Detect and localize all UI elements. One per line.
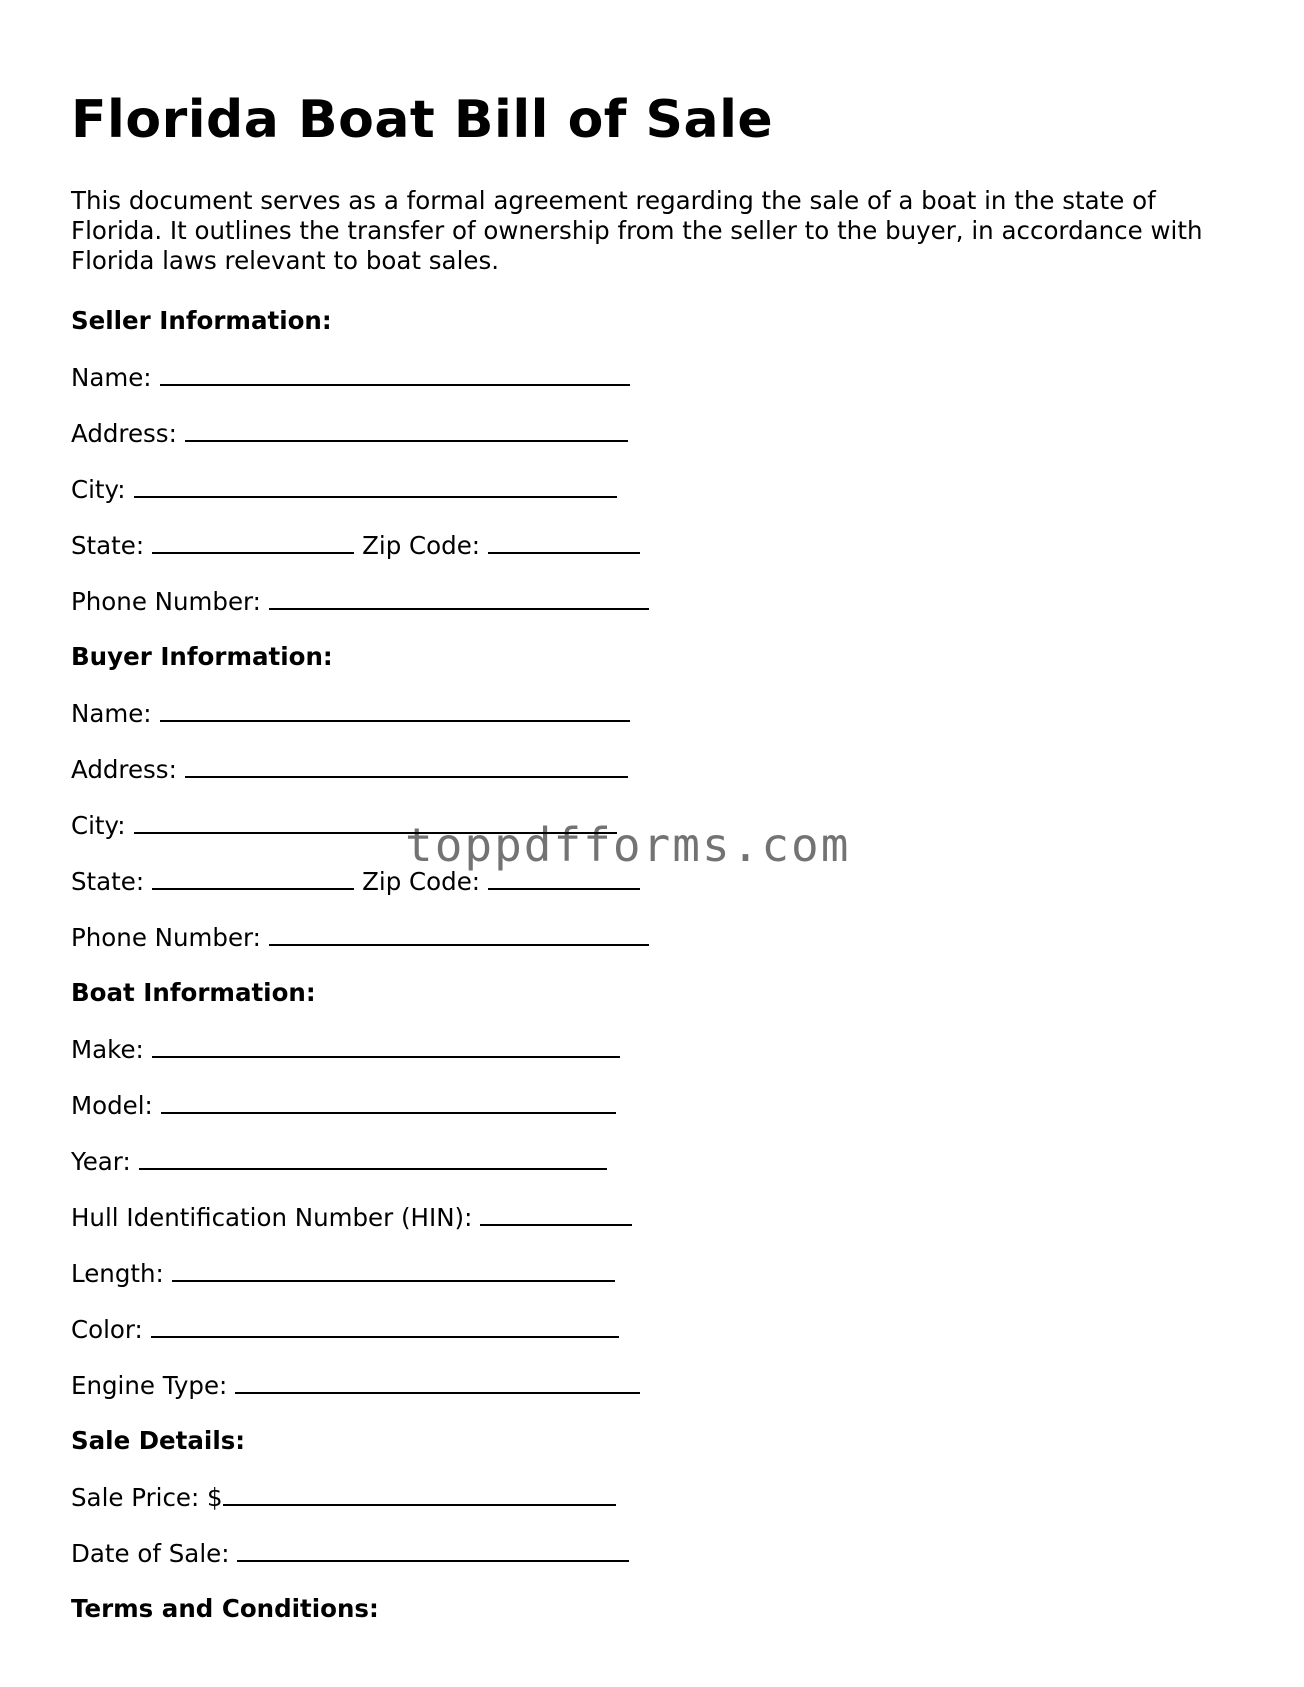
boat-length-label: Length:	[71, 1259, 164, 1288]
buyer-name-label: Name:	[71, 699, 152, 728]
boat-year-label: Year:	[71, 1147, 131, 1176]
boat-hin-blank[interactable]	[480, 1202, 632, 1226]
boat-engine-field	[71, 1370, 640, 1401]
boat-length-field	[71, 1258, 615, 1289]
seller-zip-label: Zip Code:	[362, 531, 481, 560]
buyer-phone-blank[interactable]	[269, 922, 649, 946]
boat-color-label: Color:	[71, 1315, 143, 1344]
intro-paragraph: This document serves as a formal agreement regarding the sale of a boat in the state of Florida. It outlines the transfer of ownership from the seller to the buyer, in accordance with Florida laws relevant to boat sales.	[71, 186, 1203, 275]
watermark-text: toppdfforms.com	[405, 818, 851, 872]
sale-heading: Sale Details:	[71, 1426, 246, 1455]
seller-phone-label: Phone Number:	[71, 587, 261, 616]
boat-make-blank[interactable]	[152, 1034, 620, 1058]
document-page	[71, 90, 1221, 1650]
boat-model-blank[interactable]	[161, 1090, 616, 1114]
seller-name-label: Name:	[71, 363, 152, 392]
boat-model-label: Model:	[71, 1091, 153, 1120]
boat-engine-blank[interactable]	[235, 1370, 640, 1394]
sale-price-label: Sale Price: $	[71, 1483, 223, 1512]
buyer-phone-field	[71, 922, 649, 953]
buyer-city-label: City:	[71, 811, 126, 840]
buyer-address-field	[71, 754, 628, 785]
seller-city-blank[interactable]	[134, 474, 617, 498]
seller-name-blank[interactable]	[160, 362, 630, 386]
buyer-state-zip-field	[71, 866, 640, 897]
boat-length-blank[interactable]	[172, 1258, 615, 1282]
buyer-state-blank[interactable]	[152, 866, 354, 890]
sale-price-blank[interactable]	[223, 1482, 616, 1506]
seller-phone-field	[71, 586, 649, 617]
boat-year-field	[71, 1146, 607, 1177]
seller-city-label: City:	[71, 475, 126, 504]
seller-heading: Seller Information:	[71, 306, 332, 335]
boat-color-field	[71, 1314, 619, 1345]
seller-state-blank[interactable]	[152, 530, 354, 554]
boat-engine-label: Engine Type:	[71, 1371, 228, 1400]
buyer-zip-blank[interactable]	[488, 866, 640, 890]
buyer-address-blank[interactable]	[185, 754, 628, 778]
seller-state-label: State:	[71, 531, 145, 560]
boat-make-label: Make:	[71, 1035, 144, 1064]
boat-model-field	[71, 1090, 616, 1121]
sale-date-field	[71, 1538, 629, 1569]
sale-price-field	[71, 1482, 616, 1513]
boat-hin-label: Hull Identification Number (HIN):	[71, 1203, 473, 1232]
buyer-zip-label: Zip Code:	[362, 867, 481, 896]
boat-hin-field	[71, 1202, 632, 1233]
seller-zip-blank[interactable]	[488, 530, 640, 554]
document-title: Florida Boat Bill of Sale	[71, 90, 774, 150]
seller-state-zip-field	[71, 530, 640, 561]
buyer-name-field	[71, 698, 630, 729]
boat-heading: Boat Information:	[71, 978, 316, 1007]
buyer-phone-label: Phone Number:	[71, 923, 261, 952]
buyer-address-label: Address:	[71, 755, 177, 784]
seller-address-label: Address:	[71, 419, 177, 448]
boat-year-blank[interactable]	[139, 1146, 607, 1170]
boat-color-blank[interactable]	[151, 1314, 619, 1338]
sale-date-blank[interactable]	[237, 1538, 629, 1562]
buyer-city-blank[interactable]	[134, 810, 617, 834]
buyer-name-blank[interactable]	[160, 698, 630, 722]
seller-city-field	[71, 474, 617, 505]
seller-address-blank[interactable]	[185, 418, 628, 442]
buyer-state-label: State:	[71, 867, 145, 896]
buyer-heading: Buyer Information:	[71, 642, 333, 671]
buyer-city-field	[71, 810, 617, 841]
seller-address-field	[71, 418, 628, 449]
sale-date-label: Date of Sale:	[71, 1539, 230, 1568]
seller-name-field	[71, 362, 630, 393]
terms-heading: Terms and Conditions:	[71, 1594, 379, 1623]
seller-phone-blank[interactable]	[269, 586, 649, 610]
boat-make-field	[71, 1034, 620, 1065]
